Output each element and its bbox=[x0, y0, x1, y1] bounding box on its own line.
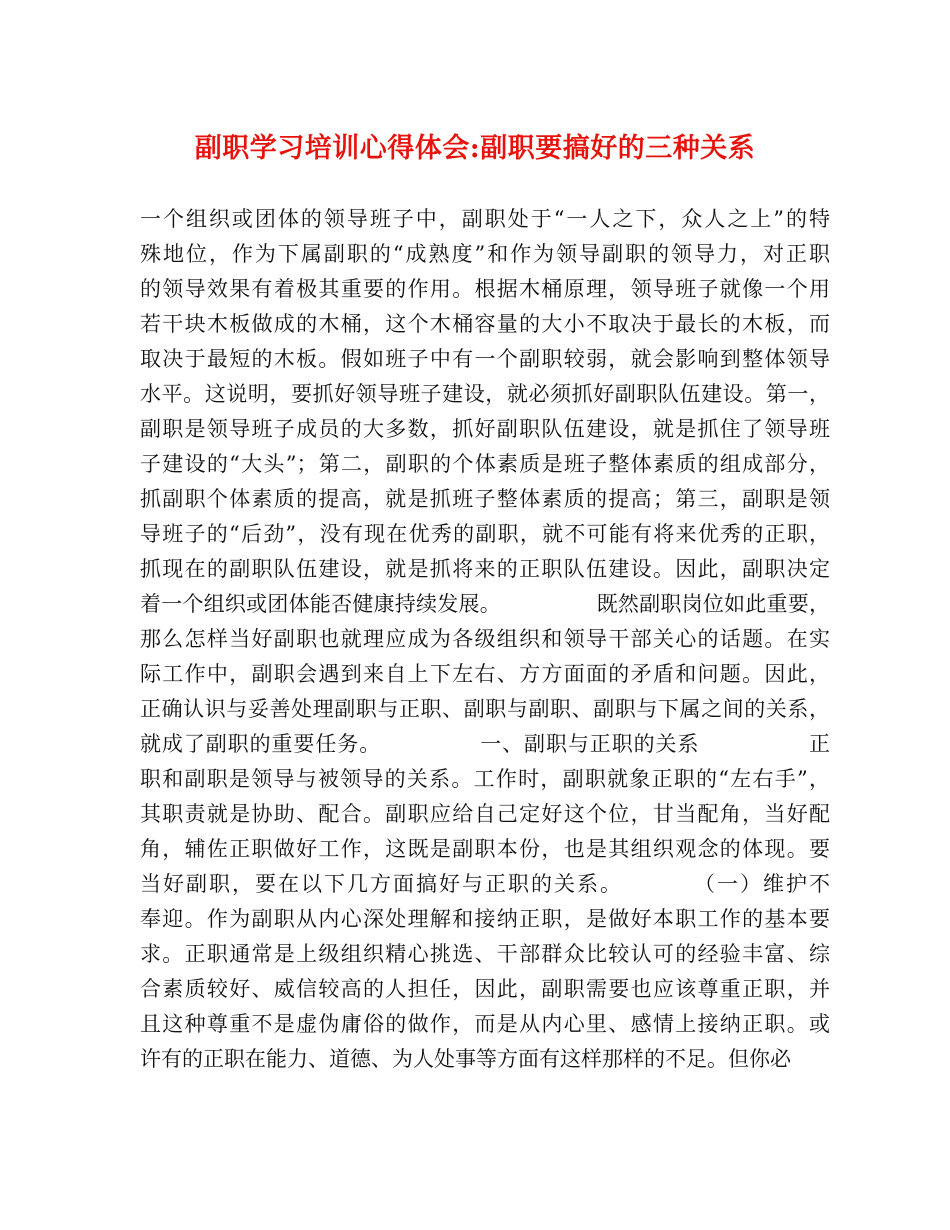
body-line: 抓副职个体素质的提高，就是抓班子整体素质的提高；第三，副职是领 bbox=[140, 487, 830, 511]
body-line: 正确认识与妥善处理副职与正职、副职与副职、副职与下属之间的关系， bbox=[140, 697, 830, 721]
body-line: 角，辅佐正职做好工作，这既是副职本份，也是其组织观念的体现。要 bbox=[140, 837, 830, 861]
body-line: 奉迎。作为副职从内心深处理解和接纳正职，是做好本职工作的基本要 bbox=[140, 907, 830, 931]
body-line: 抓现在的副职队伍建设，就是抓将来的正职队伍建设。因此，副职决定 bbox=[140, 557, 830, 581]
body-line: 一个组织或团体的领导班子中，副职处于“一人之下，众人之上”的特 bbox=[140, 207, 830, 231]
body-line: 殊地位，作为下属副职的“成熟度”和作为领导副职的领导力，对正职 bbox=[140, 242, 830, 266]
body-line: 许有的正职在能力、道德、为人处事等方面有这样那样的不足。但你必 bbox=[140, 1047, 791, 1071]
body-line: 合素质较好、威信较高的人担任，因此，副职需要也应该尊重正职，并 bbox=[140, 977, 830, 1001]
body-line: 导班子的“后劲”，没有现在优秀的副职，就不可能有将来优秀的正职， bbox=[140, 522, 830, 546]
body-line: 那么怎样当好副职也就理应成为各级组织和领导干部关心的话题。在实 bbox=[140, 627, 830, 651]
body-line: 的领导效果有着极其重要的作用。根据木桶原理，领导班子就像一个用 bbox=[140, 277, 830, 301]
body-line: 职和副职是领导与被领导的关系。工作时，副职就象正职的“左右手”， bbox=[140, 767, 830, 791]
body-line: 就成了副职的重要任务。 一、副职与正职的关系 正 bbox=[140, 732, 830, 756]
body-line: 当好副职，要在以下几方面搞好与正职的关系。 （一）维护不 bbox=[140, 872, 830, 896]
body-line: 其职责就是协助、配合。副职应给自己定好这个位，甘当配角，当好配 bbox=[140, 802, 830, 826]
body-line: 且这种尊重不是虚伪庸俗的做作，而是从内心里、感情上接纳正职。或 bbox=[140, 1012, 830, 1036]
body-line: 若干块木板做成的木桶，这个木桶容量的大小不取决于最长的木板，而 bbox=[140, 312, 830, 336]
document-body bbox=[140, 202, 830, 1077]
document-title: 副职学习培训心得体会:副职要搞好的三种关系 bbox=[194, 133, 756, 164]
body-line: 副职是领导班子成员的大多数，抓好副职队伍建设，就是抓住了领导班 bbox=[140, 417, 830, 441]
body-line: 着一个组织或团体能否健康持续发展。 既然副职岗位如此重要， bbox=[140, 592, 830, 616]
body-line: 水平。这说明，要抓好领导班子建设，就必须抓好副职队伍建设。第一， bbox=[140, 382, 830, 406]
body-line: 际工作中，副职会遇到来自上下左右、方方面面的矛盾和问题。因此， bbox=[140, 662, 830, 686]
body-line: 取决于最短的木板。假如班子中有一个副职较弱，就会影响到整体领导 bbox=[140, 347, 830, 371]
body-line: 求。正职通常是上级组织精心挑选、干部群众比较认可的经验丰富、综 bbox=[140, 942, 830, 966]
body-line: 子建设的“大头”；第二，副职的个体素质是班子整体素质的组成部分， bbox=[140, 452, 830, 476]
